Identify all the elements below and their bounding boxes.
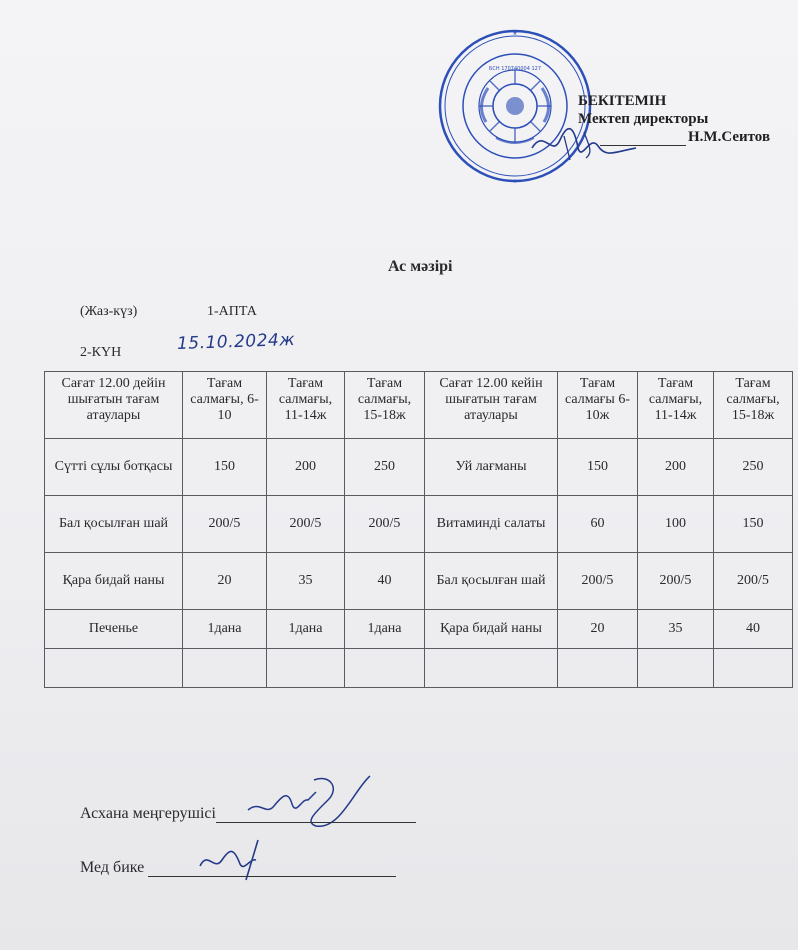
header-cell: Тағам салмағы, 15-18ж	[345, 372, 425, 439]
nurse-signature-line	[148, 862, 396, 877]
page-title: Ас мәзірі	[388, 258, 453, 275]
header-cell: Сағат 12.00 дейін шығатын тағам атаулары	[45, 372, 183, 439]
nurse-signature-field	[80, 859, 396, 877]
table-cell: 20	[183, 553, 267, 610]
table-cell	[183, 649, 267, 688]
table-row	[45, 610, 793, 649]
table-cell: Қара бидай наны	[45, 553, 183, 610]
table-row-empty	[45, 649, 793, 688]
table-cell: 200	[638, 439, 714, 496]
svg-text:★: ★	[512, 178, 518, 185]
header-cell: Тағам салмағы, 11-14ж	[638, 372, 714, 439]
season-label: (Жаз-күз)	[80, 304, 138, 319]
table-cell: 35	[267, 553, 345, 610]
table-cell	[45, 649, 183, 688]
table-cell: Витаминді салаты	[425, 496, 558, 553]
header-cell: Тағам салмағы, 15-18ж	[714, 372, 793, 439]
table-cell: 100	[638, 496, 714, 553]
table-cell: 150	[183, 439, 267, 496]
table-cell	[558, 649, 638, 688]
table-cell: 1дана	[345, 610, 425, 649]
director-name: Н.М.Сеитов	[688, 129, 771, 145]
table-cell: 250	[714, 439, 793, 496]
table-cell: Қара бидай наны	[425, 610, 558, 649]
cook-signature-field	[80, 805, 416, 823]
day-label: 2-КҮН	[80, 345, 122, 360]
table-cell: 35	[638, 610, 714, 649]
table-cell: 1дана	[267, 610, 345, 649]
table-cell	[425, 649, 558, 688]
table-cell: Уй лағманы	[425, 439, 558, 496]
table-cell: 200	[267, 439, 345, 496]
table-cell: 200/5	[183, 496, 267, 553]
table-cell: 20	[558, 610, 638, 649]
table-cell: 150	[714, 496, 793, 553]
table-cell: Печенье	[45, 610, 183, 649]
cook-signature-line	[216, 808, 416, 823]
table-cell: 40	[714, 610, 793, 649]
cook-label: Асхана меңгерушісі	[80, 805, 216, 822]
header-cell: Тағам салмағы 6-10ж	[558, 372, 638, 439]
table-cell: Бал қосылған шай	[45, 496, 183, 553]
director-signature-line	[600, 133, 686, 146]
nurse-label: Мед бике	[80, 859, 145, 876]
table-cell: 200/5	[638, 553, 714, 610]
table-cell: 60	[558, 496, 638, 553]
table-cell	[267, 649, 345, 688]
stamp-id-text: БСН 170740004 127	[488, 66, 542, 72]
table-cell: 200/5	[714, 553, 793, 610]
table-row	[45, 496, 793, 553]
table-cell	[714, 649, 793, 688]
table-cell: 200/5	[345, 496, 425, 553]
table-cell: Бал қосылған шай	[425, 553, 558, 610]
table-cell: Сүтті сұлы ботқасы	[45, 439, 183, 496]
header-cell: Тағам салмағы, 11-14ж	[267, 372, 345, 439]
table-cell: 200/5	[267, 496, 345, 553]
table-cell	[345, 649, 425, 688]
header-cell: Сағат 12.00 кейін шығатын тағам атаулары	[425, 372, 558, 439]
table-header-row	[45, 372, 793, 439]
table-cell: 150	[558, 439, 638, 496]
table-row	[45, 553, 793, 610]
handwritten-date: 15.10.2024ж	[176, 329, 296, 355]
table-row	[45, 439, 793, 496]
approval-position: Мектеп директоры	[578, 111, 709, 127]
table-cell: 40	[345, 553, 425, 610]
table-cell: 200/5	[558, 553, 638, 610]
table-cell	[638, 649, 714, 688]
table-cell: 250	[345, 439, 425, 496]
table-cell: 1дана	[183, 610, 267, 649]
svg-text:★: ★	[512, 30, 518, 37]
week-label: 1-АПТА	[207, 304, 257, 319]
menu-table	[44, 371, 793, 688]
approval-heading: БЕКІТЕМІН	[578, 93, 667, 109]
header-cell: Тағам салмағы, 6-10	[183, 372, 267, 439]
approval-block	[578, 92, 770, 146]
